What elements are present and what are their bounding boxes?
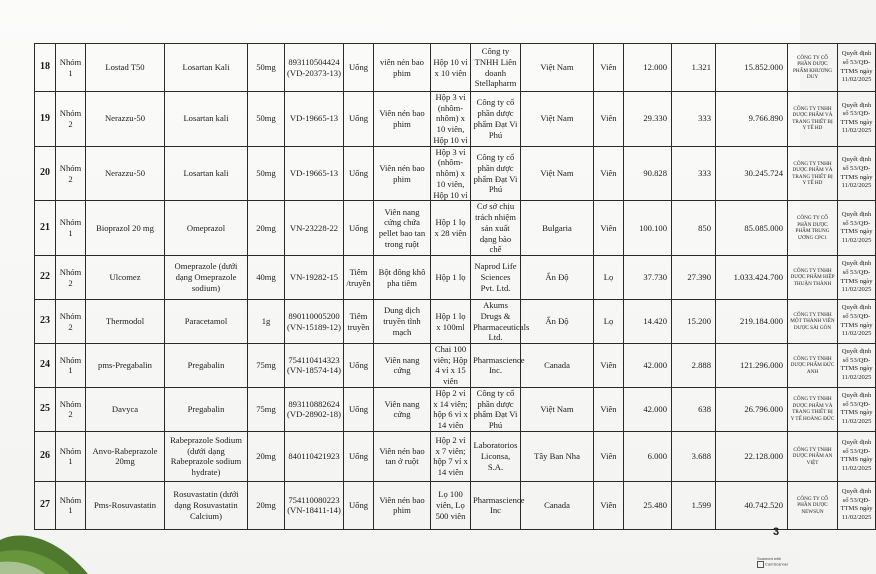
active-ingredient-cell: Rabeprazole Sodium (dưới dạng Rabeprazole sodium hydrate)	[165, 431, 248, 481]
decision-cell: Quyết định số 53/QĐ-TTMS ngày 11/02/2025	[838, 256, 876, 300]
quantity-cell: 42.000	[624, 344, 672, 388]
drug-table	[34, 43, 876, 530]
unit-cell: Lọ	[594, 300, 624, 344]
packaging-cell: Hộp 2 vỉ x 7 viên; hộp 7 vỉ x 14 viên	[431, 431, 471, 481]
registration-number-cell: 893110882624 (VD-28902-18)	[285, 387, 344, 431]
drug-group-cell: Nhóm 2	[56, 387, 86, 431]
drug-name-cell: Pms-Rosuvastatin	[86, 481, 165, 529]
table-row	[35, 44, 876, 92]
drug-name-cell: Bioprazol 20 mg	[86, 201, 165, 256]
packaging-cell: Hộp 1 lọ x 28 viên	[431, 201, 471, 256]
country-cell: Việt Nam	[521, 387, 594, 431]
drug-name-cell: Nerazzu-50	[86, 92, 165, 147]
registration-number-cell: VD-19665-13	[285, 146, 344, 201]
drug-group-cell: Nhóm 2	[56, 92, 86, 147]
dosage-form-cell: viên nén bao phim	[374, 44, 431, 92]
row-number-cell: 26	[35, 431, 56, 481]
decision-cell: Quyết định số 53/QĐ-TTMS ngày 11/02/2025	[838, 201, 876, 256]
dosage-form-cell: Dung dịch truyền tĩnh mạch	[374, 300, 431, 344]
total-amount-cell: 9.766.890	[716, 92, 788, 147]
strength-cell: 50mg	[248, 92, 285, 147]
country-cell: Ấn Độ	[521, 300, 594, 344]
dosage-form-cell: Viên nén bao phim	[374, 146, 431, 201]
registration-number-cell: 893110504424 (VD-20373-13)	[285, 44, 344, 92]
active-ingredient-cell: Losartan kali	[165, 92, 248, 147]
supplier-cell: CÔNG TY CỔ PHẦN DƯỢC PHẨM KHƯƠNG DUY	[788, 44, 838, 92]
manufacturer-cell: Công ty cổ phần dược phẩm Đạt Vi Phú	[471, 146, 521, 201]
packaging-cell: Hộp 2 vỉ x 14 viên; hộp 6 vỉ x 14 viên	[431, 387, 471, 431]
strength-cell: 20mg	[248, 201, 285, 256]
supplier-cell: CÔNG TY CỔ PHẦN DƯỢC PHẨM TRUNG ƯƠNG CPC1	[788, 201, 838, 256]
drug-name-cell: pms-Pregabalin	[86, 344, 165, 388]
route-cell: Tiêm /truyền	[344, 256, 374, 300]
manufacturer-cell: Laboratorios Liconsa, S.A.	[471, 431, 521, 481]
drug-group-cell: Nhóm 1	[56, 481, 86, 529]
manufacturer-cell: Naprod Life Sciences Pvt. Ltd.	[471, 256, 521, 300]
registration-number-cell: VD-19665-13	[285, 92, 344, 147]
unit-price-cell: 1.599	[672, 481, 716, 529]
unit-cell: Viên	[594, 431, 624, 481]
page-number: 3	[773, 526, 780, 538]
camscanner-badge	[757, 556, 795, 570]
country-cell: Việt Nam	[521, 146, 594, 201]
quantity-cell: 42.000	[624, 387, 672, 431]
route-cell: Tiêm truyền	[344, 300, 374, 344]
drug-name-cell: Anvo-Rabeprazole 20mg	[86, 431, 165, 481]
total-amount-cell: 219.184.000	[716, 300, 788, 344]
plant-leaf-decoration	[0, 500, 90, 574]
route-cell: Uống	[344, 431, 374, 481]
dosage-form-cell: Viên nén bao phim	[374, 92, 431, 147]
row-number-cell: 25	[35, 387, 56, 431]
dosage-form-cell: Viên nang cứng chứa pellet bao tan trong ruột	[374, 201, 431, 256]
unit-cell: Viên	[594, 44, 624, 92]
decision-cell: Quyết định số 53/QĐ-TTMS ngày 11/02/2025	[838, 387, 876, 431]
manufacturer-cell: Công ty cổ phần dược phẩm Đạt Vi Phú	[471, 92, 521, 147]
drug-group-cell: Nhóm 1	[56, 431, 86, 481]
row-number-cell: 27	[35, 481, 56, 529]
quantity-cell: 6.000	[624, 431, 672, 481]
row-number-cell: 22	[35, 256, 56, 300]
country-cell: Việt Nam	[521, 92, 594, 147]
country-cell: Bulgaria	[521, 201, 594, 256]
unit-cell: Lọ	[594, 256, 624, 300]
decision-cell: Quyết định số 53/QĐ-TTMS ngày 11/02/2025	[838, 344, 876, 388]
registration-number-cell: 754110080223 (VN-18411-14)	[285, 481, 344, 529]
supplier-cell: CÔNG TY CỔ PHẦN DƯỢC NEWSUN	[788, 481, 838, 529]
quantity-cell: 29.330	[624, 92, 672, 147]
manufacturer-cell: Pharmascience Inc	[471, 481, 521, 529]
drug-group-cell: Nhóm 2	[56, 300, 86, 344]
active-ingredient-cell: Pregabalin	[165, 387, 248, 431]
unit-cell: Viên	[594, 146, 624, 201]
unit-price-cell: 850	[672, 201, 716, 256]
strength-cell: 40mg	[248, 256, 285, 300]
table-row	[35, 256, 876, 300]
country-cell: Ấn Độ	[521, 256, 594, 300]
active-ingredient-cell: Omeprazole (dưới dạng Omeprazole sodium)	[165, 256, 248, 300]
packaging-cell: Hộp 10 vỉ x 10 viên	[431, 44, 471, 92]
total-amount-cell: 15.852.000	[716, 44, 788, 92]
row-number-cell: 24	[35, 344, 56, 388]
unit-cell: Viên	[594, 344, 624, 388]
unit-price-cell: 638	[672, 387, 716, 431]
strength-cell: 20mg	[248, 431, 285, 481]
supplier-cell: CÔNG TY TNHH DƯỢC PHẨM VÀ TRANG THIẾT BỊ Y TẾ HOÀNG ĐỨC	[788, 387, 838, 431]
unit-price-cell: 333	[672, 146, 716, 201]
supplier-cell: CÔNG TY TNHH MỘT THÀNH VIÊN DƯỢC SÀI GÒN	[788, 300, 838, 344]
unit-price-cell: 333	[672, 92, 716, 147]
active-ingredient-cell: Paracetamol	[165, 300, 248, 344]
table-row	[35, 146, 876, 201]
drug-group-cell: Nhóm 2	[56, 146, 86, 201]
scanner-brand: CamScanner	[765, 561, 789, 567]
registration-number-cell: 890110005200 (VN-15189-12)	[285, 300, 344, 344]
strength-cell: 75mg	[248, 344, 285, 388]
unit-price-cell: 2.888	[672, 344, 716, 388]
total-amount-cell: 40.742.520	[716, 481, 788, 529]
registration-number-cell: 840110421923	[285, 431, 344, 481]
table-row	[35, 201, 876, 256]
quantity-cell: 90.828	[624, 146, 672, 201]
route-cell: Uống	[344, 92, 374, 147]
active-ingredient-cell: Losartan Kali	[165, 44, 248, 92]
drug-name-cell: Thermodol	[86, 300, 165, 344]
drug-group-cell: Nhóm 1	[56, 344, 86, 388]
total-amount-cell: 85.085.000	[716, 201, 788, 256]
registration-number-cell: VN-19282-15	[285, 256, 344, 300]
packaging-cell: Hộp 3 vỉ (nhôm-nhôm) x 10 viên, Hộp 10 vỉ	[431, 92, 471, 147]
total-amount-cell: 1.033.424.700	[716, 256, 788, 300]
unit-price-cell: 15.200	[672, 300, 716, 344]
supplier-cell: CÔNG TY TNHH DƯỢC PHẨM HIỆP THUẬN THÀNH	[788, 256, 838, 300]
dosage-form-cell: Viên nén bao phim	[374, 481, 431, 529]
quantity-cell: 37.730	[624, 256, 672, 300]
total-amount-cell: 30.245.724	[716, 146, 788, 201]
unit-cell: Viên	[594, 201, 624, 256]
route-cell: Uống	[344, 481, 374, 529]
table-row	[35, 344, 876, 388]
registration-number-cell: VN-23228-22	[285, 201, 344, 256]
unit-cell: Viên	[594, 481, 624, 529]
table-row	[35, 481, 876, 529]
decision-cell: Quyết định số 53/QĐ-TTMS ngày 11/02/2025	[838, 146, 876, 201]
decision-cell: Quyết định số 53/QĐ-TTMS ngày 11/02/2025	[838, 300, 876, 344]
manufacturer-cell: Akums Drugs & Pharmaceuticals Ltd.	[471, 300, 521, 344]
decision-cell: Quyết định số 53/QĐ-TTMS ngày 11/02/2025	[838, 44, 876, 92]
table-row	[35, 431, 876, 481]
manufacturer-cell: Cơ sở chịu trách nhiệm sản xuất dạng bào chế	[471, 201, 521, 256]
drug-name-cell: Lostad T50	[86, 44, 165, 92]
dosage-form-cell: Viên nén bao tan ở ruột	[374, 431, 431, 481]
row-number-cell: 21	[35, 201, 56, 256]
quantity-cell: 100.100	[624, 201, 672, 256]
route-cell: Uống	[344, 387, 374, 431]
quantity-cell: 14.420	[624, 300, 672, 344]
unit-price-cell: 27.390	[672, 256, 716, 300]
packaging-cell: Hộp 3 vỉ (nhôm-nhôm) x 10 viên, Hộp 10 vỉ	[431, 146, 471, 201]
scanner-caption: Scanned with	[757, 556, 782, 561]
country-cell: Canada	[521, 481, 594, 529]
decision-cell: Quyết định số 53/QĐ-TTMS ngày 11/02/2025	[838, 431, 876, 481]
route-cell: Uống	[344, 44, 374, 92]
total-amount-cell: 26.796.000	[716, 387, 788, 431]
packaging-cell: Hộp 1 lọ x 100ml	[431, 300, 471, 344]
total-amount-cell: 121.296.000	[716, 344, 788, 388]
quantity-cell: 12.000	[624, 44, 672, 92]
route-cell: Uống	[344, 344, 374, 388]
row-number-cell: 19	[35, 92, 56, 147]
unit-cell: Viên	[594, 387, 624, 431]
registration-number-cell: 754110414323 (VN-18574-14)	[285, 344, 344, 388]
table-row	[35, 92, 876, 147]
active-ingredient-cell: Pregabalin	[165, 344, 248, 388]
dosage-form-cell: Viên nang cứng	[374, 387, 431, 431]
quantity-cell: 25.480	[624, 481, 672, 529]
country-cell: Tây Ban Nha	[521, 431, 594, 481]
supplier-cell: CÔNG TY TNHH DƯỢC PHẨM ĐỨC ANH	[788, 344, 838, 388]
unit-price-cell: 3.688	[672, 431, 716, 481]
table-row	[35, 387, 876, 431]
unit-price-cell: 1.321	[672, 44, 716, 92]
row-number-cell: 18	[35, 44, 56, 92]
active-ingredient-cell: Losartan kali	[165, 146, 248, 201]
supplier-cell: CÔNG TY TNHH DƯỢC PHẨM VÀ TRANG THIẾT BỊ Y TẾ HD	[788, 146, 838, 201]
drug-name-cell: Davyca	[86, 387, 165, 431]
country-cell: Việt Nam	[521, 44, 594, 92]
decision-cell: Quyết định số 53/QĐ-TTMS ngày 11/02/2025	[838, 481, 876, 529]
packaging-cell: Chai 100 viên; Hộp 4 vỉ x 15 viên	[431, 344, 471, 388]
active-ingredient-cell: Rosuvastatin (dưới dạng Rosuvastatin Calcium)	[165, 481, 248, 529]
drug-group-cell: Nhóm 1	[56, 201, 86, 256]
manufacturer-cell: Công ty TNHH Liên doanh Stellapharm	[471, 44, 521, 92]
strength-cell: 75mg	[248, 387, 285, 431]
route-cell: Uống	[344, 201, 374, 256]
total-amount-cell: 22.128.000	[716, 431, 788, 481]
packaging-cell: Lọ 100 viên, Lọ 500 viên	[431, 481, 471, 529]
drug-name-cell: Nerazzu-50	[86, 146, 165, 201]
strength-cell: 1g	[248, 300, 285, 344]
strength-cell: 20mg	[248, 481, 285, 529]
supplier-cell: CÔNG TY TNHH DƯỢC PHẨM AN VIỆT	[788, 431, 838, 481]
row-number-cell: 23	[35, 300, 56, 344]
manufacturer-cell: Công ty cổ phần dược phẩm Đạt Vi Phú	[471, 387, 521, 431]
drug-name-cell: Ulcomez	[86, 256, 165, 300]
decision-cell: Quyết định số 53/QĐ-TTMS ngày 11/02/2025	[838, 92, 876, 147]
camscanner-logo-icon	[757, 561, 764, 568]
dosage-form-cell: Bột đông khô pha tiêm	[374, 256, 431, 300]
supplier-cell: CÔNG TY TNHH DƯỢC PHẨM VÀ TRANG THIẾT BỊ Y TẾ HD	[788, 92, 838, 147]
country-cell: Canada	[521, 344, 594, 388]
dosage-form-cell: Viên nang cứng	[374, 344, 431, 388]
drug-group-cell: Nhóm 2	[56, 256, 86, 300]
strength-cell: 50mg	[248, 44, 285, 92]
table-row	[35, 300, 876, 344]
row-number-cell: 20	[35, 146, 56, 201]
packaging-cell: Hộp 1 lọ	[431, 256, 471, 300]
active-ingredient-cell: Omeprazol	[165, 201, 248, 256]
drug-group-cell: Nhóm 1	[56, 44, 86, 92]
strength-cell: 50mg	[248, 146, 285, 201]
route-cell: Uống	[344, 146, 374, 201]
manufacturer-cell: Pharmascience Inc.	[471, 344, 521, 388]
unit-cell: Viên	[594, 92, 624, 147]
